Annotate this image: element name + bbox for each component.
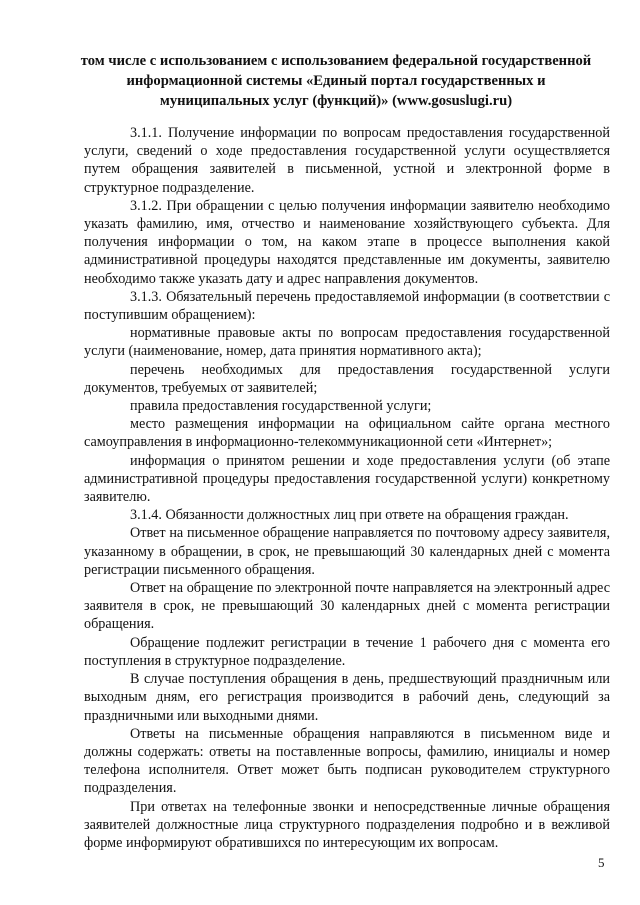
- paragraph-written-reply: Ответ на письменное обращение направляется по почтовому адресу заявителя, указанному в обращении, в срок, не превышающий 30 календарных дней с момента регистрации письменного обращения.: [84, 525, 610, 578]
- list-item-decision-info: информация о принятом решении и ходе предоставления услуги (об этапе административной процедуры предоставления государственной услуги) конкретному заявителю.: [84, 452, 610, 506]
- heading-line: том числе с использованием с использованием федеральной государственной: [80, 53, 592, 69]
- heading-line: информационной системы «Единый портал государственных и: [126, 73, 546, 89]
- heading-line: муниципальных услуг (функций)» (www.gosuslugi.ru): [159, 93, 513, 109]
- list-item-documents: перечень необходимых для предоставления государственной услуги документов, требуемых от заявителей;: [84, 361, 610, 396]
- paragraph-3-1-3: 3.1.3. Обязательный перечень предоставляемой информации (в соответствии с поступившим обращением):: [84, 288, 610, 324]
- paragraph-reply-contents: Ответы на письменные обращения направляются в письменном виде и должны содержать: ответы на поставленные вопросы, фамилию, инициалы и номер телефона исполнителя. Ответ может быть подписан руководителем структурного подразделения.: [84, 725, 610, 797]
- list-item-website: место размещения информации на официальном сайте органа местного самоуправления в информационно-телекоммуникационной сети «Интернет»;: [84, 416, 610, 451]
- paragraph-holiday-registration: В случае поступления обращения в день, предшествующий праздничным или выходным дням, его регистрация производится в рабочий день, следующий за праздничными или выходными днями.: [84, 671, 610, 724]
- section-heading: [62, 51, 610, 111]
- document-body: [84, 124, 610, 852]
- paragraph-3-1-2: 3.1.2. При обращении с целью получения информации заявителю необходимо указать фамилию, имя, отчество и наименование хозяйствующего субъекта. Для получения информации о том, на каком этапе в процессе выполнения какой административной процедуры находятся представленные им документы, заявителю необходимо также указать дату и адрес направления документов.: [84, 197, 610, 287]
- paragraph-phone-replies: При ответах на телефонные звонки и непосредственные личные обращения заявителей должностные лица структурного подразделения подробно и в вежливой форме информируют обратившихся по интересующим их вопросам.: [84, 798, 610, 851]
- paragraph-email-reply: Ответ на обращение по электронной почте направляется на электронный адрес заявителя в срок, не превышающий 30 календарных дней с момента регистрации обращения.: [84, 580, 610, 633]
- page-number: 5: [598, 855, 605, 870]
- list-item-rules: правила предоставления государственной услуги;: [130, 398, 432, 415]
- paragraph-registration: Обращение подлежит регистрации в течение 1 рабочего дня с момента его поступления в структурное подразделение.: [84, 634, 610, 669]
- list-item-normative-acts: нормативные правовые акты по вопросам предоставления государственной услуги (наименование, номер, дата принятия нормативного акта);: [84, 325, 610, 360]
- paragraph-3-1-1: 3.1.1. Получение информации по вопросам предоставления государственной услуги, сведений о ходе предоставления государственной услуги осуществляется путем обращения заявителей в письменной, устной и электронной форме в структурное подразделение.: [84, 125, 610, 196]
- paragraph-3-1-4: 3.1.4. Обязанности должностных лиц при ответе на обращения граждан.: [130, 507, 569, 524]
